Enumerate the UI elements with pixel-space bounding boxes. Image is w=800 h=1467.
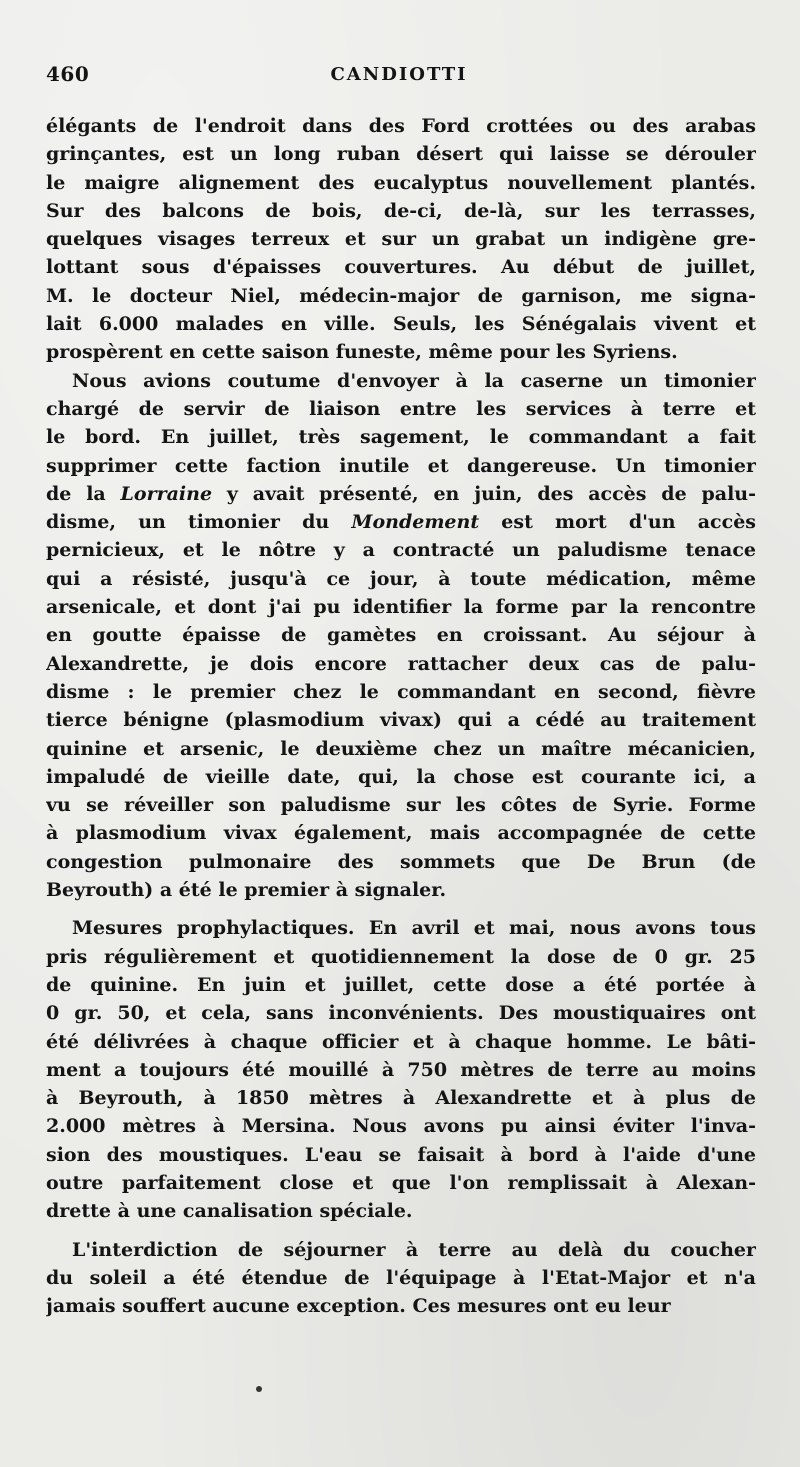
text-line: de la Lorraine y avait présenté, en juin, des accès de palu- [46,482,756,505]
paragraph [46,914,756,1225]
italic-title: Mondement [351,511,480,534]
text-line: M. le docteur Niel, médecin-major de garnison, me signa- [46,284,756,307]
text-line: quinine et arsenic, le deuxième chez un maître mécanicien, [46,737,756,760]
text-line: lottant sous d'épaisses couvertures. Au début de juillet, [46,256,756,279]
text-line: sion des moustiques. L'eau se faisait à bord à l'aide d'une [46,1143,756,1166]
italic-title: Lorraine [120,482,213,505]
running-head: CANDIOTTI [330,64,468,85]
text-line: prospèrent en cette saison funeste, même pour les Syriens. [46,341,678,364]
text-line: quelques visages terreux et sur un grabat un indigène gre- [46,228,756,251]
page-header [46,62,752,96]
text-line: chargé de servir de liaison entre les services à terre et [46,397,756,420]
paragraph [46,367,756,905]
text-line: de quinine. En juin et juillet, cette dose a été portée à [46,973,756,996]
text-line: qui a résisté, jusqu'à ce jour, à toute médication, même [46,567,756,590]
text-line: L'interdiction de séjourner à terre au delà du coucher [72,1238,756,1261]
text-line: jamais souffert aucune exception. Ces mesures ont eu leur [46,1295,671,1318]
text-line: ment a toujours été mouillé à 750 mètres de terre au moins [46,1058,756,1081]
body-text [46,112,756,1320]
text-line: impaludé de vieille date, qui, la chose est courante ici, a [46,765,756,788]
text-line: Sur des balcons de bois, de-ci, de-là, sur les terrasses, [46,199,756,222]
text-line: 2.000 mètres à Mersina. Nous avons pu ainsi éviter l'inva- [46,1115,756,1138]
text-line: en goutte épaisse de gamètes en croissant. Au séjour à [46,624,756,647]
text-line: disme : le premier chez le commandant en second, fièvre [46,680,756,703]
page-number: 460 [46,62,90,86]
text-line: grinçantes, est un long ruban désert qui laisse se dérouler [46,143,756,166]
text-line: drette à une canalisation spéciale. [46,1200,413,1223]
text-line: élégants de l'endroit dans des Ford crottées ou des arabas [46,115,756,137]
text-line: le bord. En juillet, très sagement, le commandant a fait [46,426,756,449]
text-line: tierce bénigne (plasmodium vivax) qui a cédé au traitement [46,709,756,732]
text-line: arsenicale, et dont j'ai pu identifier la forme par la rencontre [46,596,756,619]
text-line: du soleil a été étendue de l'équipage à l'Etat-Major et n'a [46,1266,756,1289]
text-line: 0 gr. 50, et cela, sans inconvénients. Des moustiquaires ont [46,1002,756,1025]
text-line: outre parfaitement close et que l'on remplissait à Alexan- [46,1171,756,1194]
text-line: congestion pulmonaire des sommets que De Brun (de [46,850,756,873]
text-line: disme, un timonier du Mondement est mort d'un accès [46,511,756,534]
text-line: pernicieux, et le nôtre y a contracté un paludisme tenace [46,539,756,562]
text-line: Nous avions coutume d'envoyer à la caserne un timonier [72,369,756,392]
text-line: vu se réveiller son paludisme sur les côtes de Syrie. Forme [46,794,756,817]
text-line: été délivrées à chaque officier et à chaque homme. Le bâti- [46,1030,756,1053]
print-speck [256,1386,262,1392]
text-line: Alexandrette, je dois encore rattacher deux cas de palu- [46,652,756,675]
text-line: Mesures prophylactiques. En avril et mai, nous avons tous [72,917,756,940]
paragraph [46,112,756,367]
text-line: Beyrouth) a été le premier à signaler. [46,879,447,902]
text-line: pris régulièrement et quotidiennement la dose de 0 gr. 25 [46,945,756,968]
text-line: à plasmodium vivax également, mais accompagnée de cette [46,822,756,845]
text-line: à Beyrouth, à 1850 mètres à Alexandrette et à plus de [46,1087,756,1110]
paragraph [46,1236,756,1321]
text-line: lait 6.000 malades en ville. Seuls, les Sénégalais vivent et [46,313,756,336]
text-line: le maigre alignement des eucalyptus nouvellement plantés. [46,171,756,194]
text-line: supprimer cette faction inutile et dangereuse. Un timonier [46,454,756,477]
